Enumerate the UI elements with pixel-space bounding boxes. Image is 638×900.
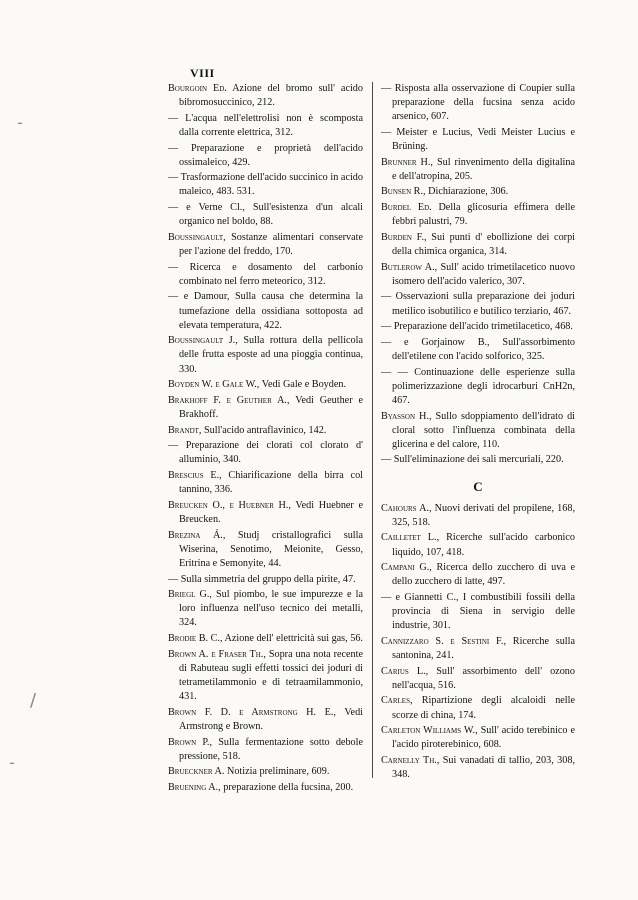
entry-text: Sui vanadati di tallio, 203, 308, 348.	[392, 755, 575, 781]
index-entry	[168, 765, 363, 779]
author-name: Cahours A.,	[381, 502, 432, 514]
index-entry	[381, 82, 575, 124]
entry-text: Vedi Geuther e Brakhoff.	[179, 394, 363, 420]
entry-text: Vedi Huebner e Breucken.	[179, 499, 363, 526]
index-entry	[168, 290, 363, 332]
index-entry	[168, 82, 363, 110]
entry-text: Ricerca dello zucchero di uva e dello zucchero di latte, 497.	[392, 562, 576, 588]
entry-text: Sul piombo, le sue impurezze e la loro influenza nell'uso tecnico dei metalli, 324.	[179, 589, 363, 629]
index-entry	[168, 588, 363, 630]
entry-text: Vedi Armstrong e Brown.	[179, 706, 363, 732]
entry-text: Sulla rottura della pellicola delle frutta esposte ad una pioggia continua, 330.	[179, 335, 363, 375]
entry-text: Ripartizione degli alcaloidi nelle scorze di china, 174.	[392, 695, 575, 721]
index-entry	[168, 439, 363, 467]
entry-text: Della glicosuria effimera delle febbri palustri, 79.	[392, 202, 575, 228]
author-name: Campani G.,	[381, 562, 432, 574]
author-name: Breucken O., e Huebner H.,	[168, 499, 291, 511]
author-name: Brown F. D. e Armstrong H. E.,	[168, 706, 336, 718]
index-entry	[168, 142, 363, 170]
entry-text: — e Damour, Sulla causa che determina la tumefazione della ossidiana sottoposta ad elevata temperatura, 422.	[168, 291, 363, 331]
entry-text: Sui punti d' ebollizione dei corpi della chimica organica, 314.	[392, 231, 575, 257]
entry-text: — L'acqua nell'elettrolisi non è scomposta dalla corrente elettrica, 312.	[168, 112, 363, 138]
index-entry	[381, 635, 575, 663]
author-name: Carles,	[381, 695, 413, 707]
index-entry	[381, 290, 575, 318]
index-entry	[168, 529, 363, 571]
author-name: Briegl G.,	[168, 589, 212, 601]
entry-text: Sostanze alimentari conservate per l'azione del freddo, 170.	[179, 231, 363, 257]
index-entry	[381, 561, 575, 589]
index-entry	[381, 366, 575, 408]
index-entry	[168, 706, 363, 734]
author-name: Brueckner A.	[168, 766, 225, 778]
entry-text: — — Continuazione delle esperienze sulla polimerizzazione degli idrocarburi CnH2n, 467.	[381, 366, 575, 406]
index-entry	[381, 694, 575, 722]
index-entry	[168, 499, 363, 527]
entry-text: Ricerche sulla santonina, 241.	[392, 635, 575, 661]
index-entry	[168, 424, 363, 438]
entry-text: — Osservazioni sulla preparazione dei joduri metilico isobutilico e butilico terziario, 467.	[381, 291, 575, 317]
entry-text: Chiarificazione della birra col tannino, 336.	[179, 470, 363, 496]
entry-text: — Sulla simmetria del gruppo della pirite, 47.	[168, 573, 356, 585]
index-entry	[381, 336, 575, 364]
index-entry	[168, 231, 363, 259]
margin-pencil-mark: ـ	[10, 752, 15, 768]
author-name: Brown A. e Fraser Th.,	[168, 648, 266, 660]
entry-text: — Preparazione dei clorati col clorato d' alluminio, 340.	[168, 440, 363, 466]
index-entry	[381, 665, 575, 693]
page-number: VIII	[190, 66, 215, 80]
left-column	[168, 82, 363, 797]
author-name: Burdel Ed.	[381, 202, 432, 214]
index-entry	[381, 231, 575, 259]
entry-text: Sul rinvenimento della digitalina e dell'atropina, 205.	[392, 156, 575, 182]
author-name: Bunsen R.,	[381, 186, 426, 198]
author-name: Carleton Williams W.,	[381, 725, 478, 737]
index-entry	[168, 736, 363, 764]
index-entry	[381, 591, 575, 633]
author-name: Carnelly Th.,	[381, 755, 440, 766]
entry-text: Sull' acido trimetilacetico nuovo isomero dell'acido valerico, 307.	[392, 261, 575, 287]
index-entry	[168, 171, 363, 199]
entry-text: — Preparazione e proprietà dell'acido ossimaleico, 429.	[168, 142, 363, 168]
index-entry	[168, 648, 363, 704]
index-entry	[381, 320, 575, 334]
entry-text: Sopra una nota recente di Rabuteau sugli effetti tossici dei joduri di tetrametilammonio e di tetraamilammonio, 431.	[179, 648, 364, 703]
entry-text: — Trasformazione dell'acido succinico in acido maleico, 483. 531.	[168, 172, 363, 198]
entry-text: Sullo sdoppiamento dell'idrato di cloral sotto l'influenza combinata della glicerina e del calore, 110.	[392, 410, 576, 450]
entry-text: — e Giannetti C., I combustibili fossili della provincia di Siena in servigio delle industrie, 301.	[381, 592, 575, 632]
author-name: Boussingault,	[168, 231, 226, 243]
author-name: Brescius E.,	[168, 470, 222, 482]
index-entry	[168, 632, 363, 646]
index-entry	[381, 502, 575, 530]
entry-text: Sulla fermentazione sotto debole pressione, 518.	[179, 736, 363, 762]
author-name: Boyden W. e Gale W.,	[168, 379, 260, 391]
entry-text: Studj cristallografici sulla Wiserina, Senotimo, Meionite, Gesso, Eritrina e Semonyite, 44.	[179, 529, 363, 569]
entry-text: — Ricerca e dosamento del carbonio combinato nel ferro meteorico, 312.	[168, 261, 363, 287]
entry-text: Sull'acido antraflavinico, 142.	[201, 424, 327, 436]
index-entry	[168, 334, 363, 376]
author-name: Boussingault J.,	[168, 335, 238, 347]
author-name: Butlerow A.,	[381, 261, 438, 273]
entry-text: Dichiarazione, 306.	[425, 186, 509, 198]
author-name: Brunner H.,	[381, 156, 433, 168]
entry-text: Sull' assorbimento dell' ozono nell'acqua, 516.	[392, 665, 575, 691]
author-name: Brakhoff F. e Geuther A.,	[168, 394, 290, 406]
entry-text: Ricerche sull'acido carbonico liquido, 107, 418.	[392, 532, 575, 558]
margin-pencil-mark: /	[30, 690, 37, 711]
author-name: Cailletet L.,	[381, 532, 440, 544]
section-letter: C	[473, 478, 483, 494]
index-entry	[381, 185, 575, 199]
index-entry	[168, 112, 363, 140]
entry-text: Vedi Gale e Boyden.	[259, 379, 347, 391]
author-name: Byasson H.,	[381, 410, 432, 422]
index-entry	[168, 573, 363, 587]
index-entry	[381, 201, 575, 229]
author-name: Brandt,	[168, 424, 202, 436]
index-entry	[381, 410, 575, 452]
right-column	[381, 82, 575, 784]
author-name: Burden F.,	[381, 231, 427, 243]
author-name: Carius L.,	[381, 665, 429, 677]
entry-text: — Meister e Lucius, Vedi Meister Lucius e Brüning.	[381, 126, 575, 152]
index-entry	[381, 453, 575, 467]
author-name: Bourgoin Ed.	[168, 83, 227, 94]
column-divider	[372, 82, 373, 778]
author-name: Brown P.,	[168, 736, 213, 748]
index-entry	[168, 394, 363, 422]
author-name: Brodie B. C.,	[168, 633, 223, 645]
entry-text: — e Gorjainow B., Sull'assorbimento dell'etilene con l'acido solforico, 325.	[381, 336, 575, 363]
entry-text: — Sull'eliminazione dei sali mercuriali, 220.	[381, 454, 564, 466]
index-entry	[381, 156, 575, 184]
author-name: Cannizzaro S. e Sestini F.,	[381, 635, 506, 647]
index-entry	[168, 261, 363, 289]
author-name: Bruening A.,	[168, 782, 221, 794]
author-name: Brezina Á.,	[168, 529, 226, 541]
entry-text: Azione dell' elettricità sui gas, 56.	[222, 633, 363, 645]
index-entry	[168, 378, 363, 392]
index-entry	[168, 469, 363, 497]
entry-text: Sull' acido terebinico e l'acido piroterebinico, 608.	[392, 725, 575, 751]
index-entry	[168, 201, 363, 229]
index-entry	[381, 754, 575, 782]
index-entry	[381, 261, 575, 289]
entry-text: — e Verne Cl., Sull'esistenza d'un alcali organico nel boldo, 88.	[168, 202, 363, 228]
entry-text: — Risposta alla osservazione di Coupier sulla preparazione della fucsina senza acido arsenico, 607.	[381, 83, 575, 123]
index-entry	[381, 531, 575, 559]
index-entry	[381, 126, 575, 154]
entry-text: preparazione della fucsina, 200.	[220, 782, 354, 794]
index-entry	[168, 781, 363, 795]
margin-pencil-mark: ـ	[18, 112, 23, 128]
entry-text: Azione del bromo sull' acido bibromosuccinico, 212.	[179, 83, 363, 109]
entry-text: Nuovi derivati del propilene, 168, 325, 518.	[392, 502, 575, 528]
entry-text: Notizia preliminare, 609.	[224, 766, 330, 778]
index-entry	[381, 724, 575, 752]
entry-text: — Preparazione dell'acido trimetilacetico, 468.	[381, 321, 573, 333]
